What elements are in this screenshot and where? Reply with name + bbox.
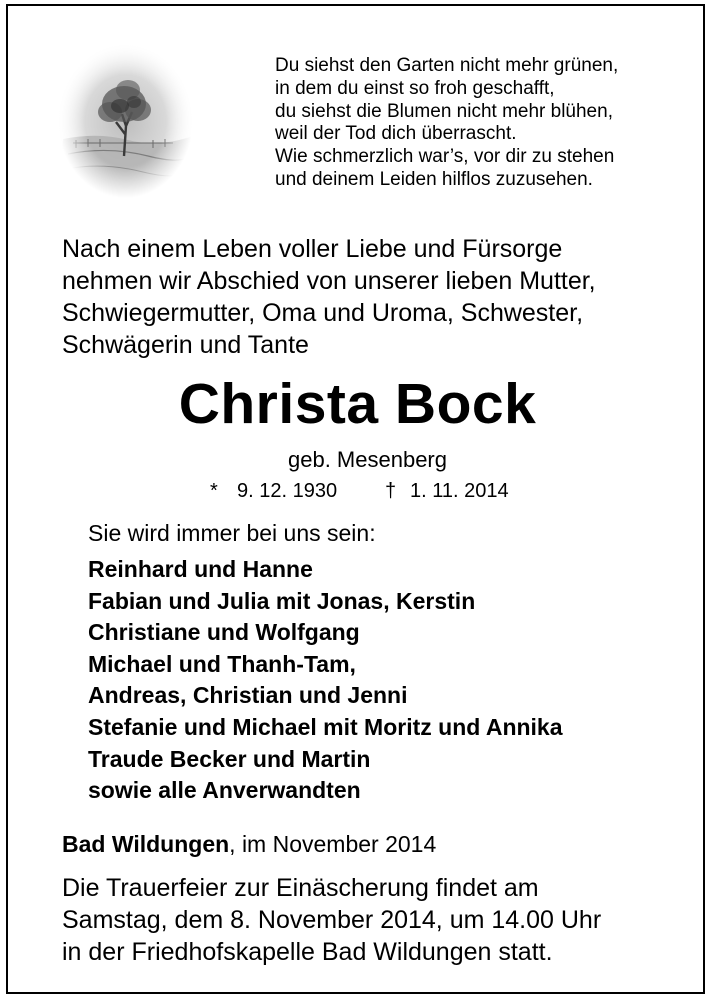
service-info [62,872,692,968]
place-date [62,829,436,859]
mourner-line: Traude Becker und Martin [88,745,371,772]
mourner-line: Stefanie und Michael mit Moritz und Annika [88,713,563,740]
poem-line: und deinem Leiden hilflos zuzusehen. [275,168,593,190]
mourner-line: Andreas, Christian und Jenni [88,682,408,709]
poem-line: in dem du einst so froh geschafft, [275,77,555,99]
birth-symbol: * [210,480,218,502]
death-date: 1. 11. 2014 [410,480,509,502]
mourners-list [88,554,698,807]
cross-icon: † [385,480,397,502]
service-line: in der Friedhofskapelle Bad Wildungen statt. [62,938,553,966]
intro-line: Schwiegermutter, Oma und Uroma, Schwester, [62,299,584,327]
poem-line: weil der Tod dich überrascht. [275,123,517,145]
mourner-line: Christiane und Wolfgang [88,619,360,646]
mourner-line: sowie alle Anverwandten [88,777,361,804]
intro-line: Schwägerin und Tante [62,331,309,359]
place-city: Bad Wildungen [62,831,230,857]
service-line: Samstag, dem 8. November 2014, um 14.00 Uhr [62,906,602,934]
poem-line: Du siehst den Garten nicht mehr grünen, [275,55,619,76]
birth-date: 9. 12. 1930 [237,480,338,502]
service-line: Die Trauerfeier zur Einäscherung findet am [62,874,539,902]
place-date-text: , im November 2014 [229,831,437,857]
intro-line: nehmen wir Abschied von unserer lieben Mutter, [62,267,596,295]
deceased-name: Christa Bock [178,372,537,436]
mourner-line: Fabian und Julia mit Jonas, Kerstin [88,587,476,614]
poem-line: du siehst die Blumen nicht mehr blühen, [275,100,613,122]
mourner-line: Reinhard und Hanne [88,556,313,582]
poem [275,55,685,192]
intro-text [62,233,682,361]
maiden-name: geb. Mesenberg [288,447,447,472]
poem-line: Wie schmerzlich war’s, vor dir zu stehen [275,146,615,168]
intro-line: Nach einem Leben voller Liebe und Fürsorge [62,235,563,263]
family-intro: Sie wird immer bei uns sein: [88,520,376,546]
mourner-line: Michael und Thanh-Tam, [88,650,356,677]
tree-landscape-image [58,44,193,198]
